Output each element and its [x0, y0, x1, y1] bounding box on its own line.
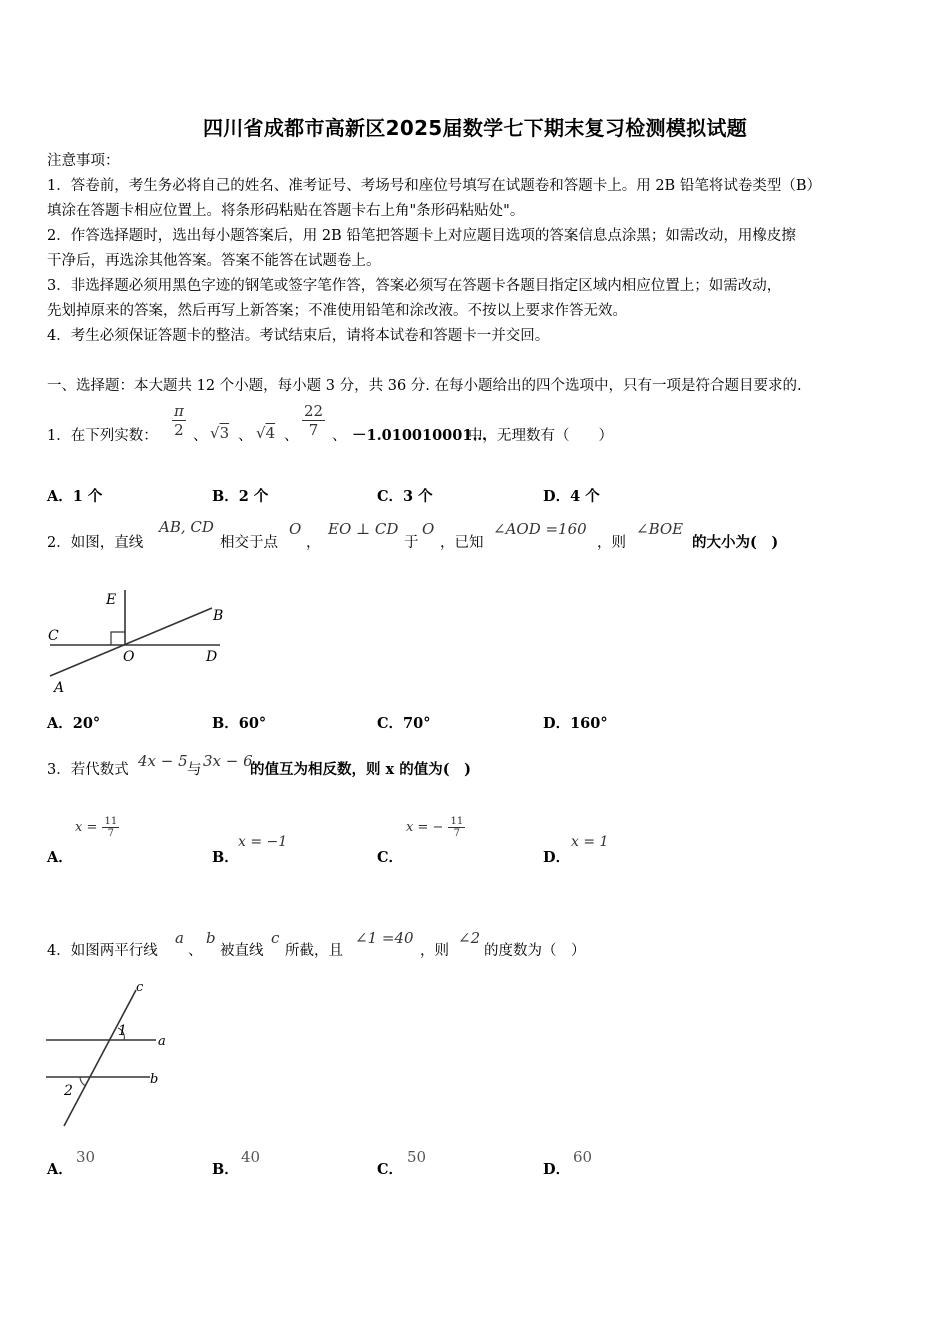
q4-option-d[interactable]: D．	[543, 1161, 571, 1178]
q1-two: 2	[174, 421, 184, 439]
notice-heading: 注意事项：	[47, 153, 120, 169]
q2-text-4: ，则	[597, 535, 626, 551]
q2-label-a: A	[54, 680, 65, 696]
q1-sqrt4: √4	[256, 424, 276, 442]
q3-answer-a-frac	[102, 816, 119, 839]
q2-comma: ，	[306, 535, 321, 551]
q3-option-a[interactable]: A．	[47, 849, 73, 866]
q4-text-3: ，则	[420, 943, 449, 959]
q3-option-d[interactable]: D．	[543, 849, 571, 866]
notice-line-3a: 3．非选择题必须用黑色字迹的钢笔或签字笔作答，答案必须写在答题卡各题目指定区域内相应位置上；如需改动，	[47, 278, 782, 294]
q4-value-c: 50	[407, 1148, 427, 1166]
q1-sep-2: 、	[238, 428, 253, 444]
q1-negative-number: －1.010010001…	[352, 427, 487, 444]
q3-option-b[interactable]: B．	[212, 849, 239, 866]
q1-option-c[interactable]: C．3 个	[377, 488, 433, 505]
notice-line-3b: 先划掉原来的答案，然后再写上新答案；不准使用铅笔和涂改液。不按以上要求作答无效。	[47, 303, 627, 319]
q2-option-b[interactable]: B．60°	[212, 715, 267, 732]
q4-sep: 、	[188, 943, 203, 959]
q2-figure	[40, 580, 240, 698]
q3-text-1: 与	[187, 762, 202, 778]
q4-text-4: 的度数为（ ）	[484, 943, 586, 959]
q4-label-c: c	[136, 980, 144, 995]
q1-frac-22-7	[302, 402, 325, 439]
q3-answer-c-num: 11	[450, 816, 464, 827]
q1-frac-pi-over-2	[172, 402, 186, 439]
q1-pi: π	[174, 402, 184, 420]
q1-sqrt4-arg: 4	[265, 424, 276, 442]
notice-line-1b: 填涂在答题卡相应位置上。将条形码粘贴在答题卡右上角"条形码粘贴处"。	[47, 203, 525, 219]
q4-option-b[interactable]: B．	[212, 1161, 239, 1178]
q2-point-o-2: O	[422, 520, 435, 538]
q4-angle-2: ∠2	[458, 929, 481, 947]
q3-answer-a-num: 11	[104, 816, 118, 827]
q3-answer-b: x = −1	[238, 834, 288, 850]
q2-label-c: C	[48, 628, 59, 644]
q2-label-o: O	[123, 649, 135, 665]
q3-answer-a-den: 7	[107, 828, 114, 839]
q4-label-b: b	[150, 1072, 159, 1087]
q3-answer-c	[406, 816, 465, 839]
q4-prefix: 4．如图两平行线	[47, 943, 158, 959]
notice-line-1a: 1．答卷前，考生务必将自己的姓名、准考证号、考场号和座位号填写在试题卷和答题卡上。用 2B 铅笔将试卷类型（B）	[47, 178, 821, 194]
q4-text-2: 所截，且	[285, 943, 343, 959]
q4-line-b: b	[206, 929, 216, 947]
notice-line-2b: 干净后，再选涂其他答案。答案不能答在试题卷上。	[47, 253, 381, 269]
q4-figure	[40, 978, 180, 1133]
q1-sep-1: 、	[193, 428, 208, 444]
q1-sep-3: 、	[284, 428, 299, 444]
q4-label-2: 2	[64, 1083, 73, 1099]
q4-label-1: 1	[118, 1023, 127, 1039]
q1-suffix: 中，无理数有（ ）	[468, 428, 613, 444]
q2-text-2: 于	[404, 535, 419, 551]
page-title: 四川省成都市高新区2025届数学七下期末复习检测模拟试题	[202, 116, 748, 140]
q3-answer-c-var: x = −	[406, 820, 444, 835]
q1-n22: 22	[304, 402, 324, 420]
q1-option-d[interactable]: D．4 个	[543, 488, 600, 505]
q4-text-1: 被直线	[220, 943, 264, 959]
q2-option-c[interactable]: C．70°	[377, 715, 431, 732]
q3-expr-2: 3x − 6	[203, 752, 253, 770]
q3-answer-a	[75, 816, 119, 839]
q4-value-a: 30	[76, 1148, 96, 1166]
q2-angle-aod: ∠AOD =160	[493, 520, 587, 538]
q4-line-c: c	[271, 929, 280, 947]
q1-option-b[interactable]: B．2 个	[212, 488, 269, 505]
q4-value-b: 40	[241, 1148, 261, 1166]
q4-value-d: 60	[573, 1148, 593, 1166]
q3-prefix: 3．若代数式	[47, 762, 129, 778]
q2-text-5: 的大小为( )	[692, 534, 779, 551]
q3-text-2: 的值互为相反数，则 x 的值为( )	[250, 761, 471, 778]
q4-angle-1: ∠1 =40	[355, 929, 414, 947]
section-heading: 一、选择题：本大题共 12 个小题，每小题 3 分，共 36 分. 在每小题给出的四个选项中，只有一项是符合题目要求的.	[47, 378, 802, 394]
q2-text-1: 相交于点	[220, 535, 278, 551]
q1-sep-4: 、	[332, 428, 347, 444]
q2-label-e: E	[106, 592, 117, 608]
q3-answer-a-var: x =	[75, 820, 98, 835]
q1-option-a[interactable]: A．1 个	[47, 488, 103, 505]
q1-prefix: 1．在下列实数：	[47, 428, 158, 444]
notice-line-2a: 2．作答选择题时，选出每小题答案后，用 2B 铅笔把答题卡上对应题目选项的答案信息点涂黑；如需改动，用橡皮擦	[47, 228, 796, 244]
q2-label-d: D	[206, 649, 218, 665]
q1-sqrt3: √3	[210, 424, 230, 442]
q4-line-a: a	[175, 929, 184, 947]
q4-line-c-drawn	[64, 990, 136, 1126]
q1-sqrt3-arg: 3	[219, 424, 230, 442]
q2-ab-cd: AB, CD	[159, 518, 214, 536]
q2-right-angle-mark	[111, 632, 125, 645]
q2-angle-boe: ∠BOE	[636, 520, 684, 538]
q2-point-o: O	[289, 520, 302, 538]
q2-option-d[interactable]: D．160°	[543, 715, 608, 732]
notice-line-4: 4．考生必须保证答题卡的整洁。考试结束后，请将本试卷和答题卡一并交回。	[47, 328, 550, 344]
q3-option-c[interactable]: C．	[377, 849, 404, 866]
q2-label-b: B	[213, 608, 224, 624]
q3-answer-c-frac	[448, 816, 465, 839]
q3-answer-c-den: 7	[453, 828, 461, 839]
q3-expr-1: 4x − 5	[138, 752, 188, 770]
q2-option-a[interactable]: A．20°	[47, 715, 101, 732]
q2-prefix: 2．如图，直线	[47, 535, 144, 551]
q2-line-ab	[50, 608, 212, 676]
q1-d7: 7	[308, 421, 319, 439]
q2-eo-perp-cd: EO ⊥ CD	[328, 520, 399, 538]
q3-answer-d: x = 1	[571, 834, 609, 850]
q4-option-c[interactable]: C．	[377, 1161, 404, 1178]
q2-text-3: ，已知	[440, 535, 484, 551]
q4-option-a[interactable]: A．	[47, 1161, 73, 1178]
q4-label-a: a	[158, 1034, 166, 1049]
